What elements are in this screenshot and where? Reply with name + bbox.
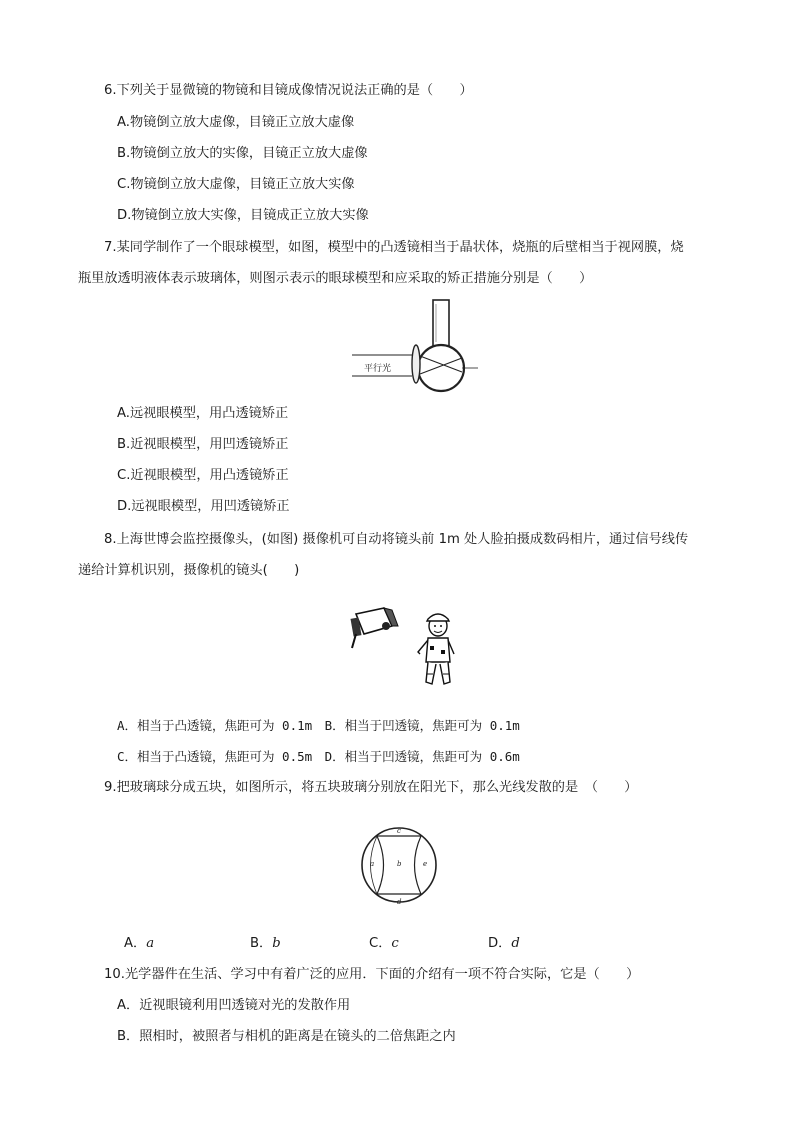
q8-options-row1: A．相当于凸透镜，焦距可为 0.1m B．相当于凹透镜，焦距可为 0.1m (117, 718, 520, 733)
glass-piece-label-b: b (397, 860, 402, 868)
q10-option-b: B．照相时，被照者与相机的距离是在镜头的二倍焦距之内 (117, 1029, 456, 1044)
q9-option-c-letter: C． (369, 936, 392, 951)
q9-option-c-value: c (391, 936, 399, 951)
glass-piece-label-d: d (397, 898, 402, 906)
q9-option-d-value: d (511, 936, 520, 951)
q9-option-c (369, 935, 399, 953)
q7-stem-line2: 瓶里放透明液体表示玻璃体，则图示表示的眼球模型和应采取的矫正措施分别是（ ） (78, 271, 593, 286)
q9-option-d (488, 935, 520, 953)
q6-option-b: B.物镜倒立放大的实像，目镜正立放大虚像 (117, 146, 368, 161)
q6-stem: 6.下列关于显微镜的物镜和目镜成像情况说法正确的是（ ） (104, 83, 473, 98)
person-figure (418, 614, 454, 684)
q7-option-b: B.近视眼模型，用凹透镜矫正 (117, 437, 289, 452)
q6-option-d: D.物镜倒立放大实像，目镜成正立放大实像 (117, 208, 369, 223)
glass-piece-label-a: a (370, 860, 375, 868)
camera-person-figure (346, 604, 472, 690)
q9-option-a-letter: A． (124, 936, 147, 951)
q9-option-b (250, 935, 281, 953)
q9-option-b-value: b (272, 936, 281, 951)
q6-option-c: C.物镜倒立放大虚像，目镜正立放大实像 (117, 177, 355, 192)
q6-option-a: A.物镜倒立放大虚像，目镜正立放大虚像 (117, 115, 355, 130)
q10-option-a: A．近视眼镜利用凹透镜对光的发散作用 (117, 998, 351, 1013)
eye-model-figure (350, 296, 482, 392)
q8-stem-line2: 递给计算机识别，摄像机的镜头( ) (78, 563, 300, 578)
glass-piece-label-c: c (397, 827, 401, 835)
convex-lens (412, 345, 420, 383)
q7-option-d: D.远视眼模型，用凹透镜矫正 (117, 499, 290, 514)
flask-neck (433, 300, 449, 346)
q9-option-b-letter: B． (250, 936, 273, 951)
surveillance-camera-icon (350, 608, 398, 648)
glass-piece-label-e: e (423, 860, 428, 868)
q8-stem-line1: 8.上海世博会监控摄像头，(如图) 摄像机可自动将镜头前 1m 处人脸拍摄成数码相片，通过信号线传 (104, 532, 689, 547)
q10-stem: 10.光学器件在生活、学习中有着广泛的应用．下面的介绍有一项不符合实际，它是（ ） (104, 967, 640, 982)
q9-option-a (124, 935, 154, 953)
q8-options-row2: C．相当于凸透镜，焦距可为 0.5m D．相当于凹透镜，焦距可为 0.6m (117, 749, 520, 764)
q9-stem: 9.把玻璃球分成五块，如图所示，将五块玻璃分别放在阳光下，那么光线发散的是 （ ） (104, 780, 638, 795)
q9-option-d-letter: D． (488, 936, 512, 951)
glass-ball-figure (360, 818, 438, 910)
q7-option-c: C.近视眼模型，用凸透镜矫正 (117, 468, 289, 483)
flask-sphere (418, 345, 464, 391)
q7-stem-line1: 7.某同学制作了一个眼球模型，如图，模型中的凸透镜相当于晶状体，烧瓶的后壁相当于视网膜，烧 (104, 240, 684, 255)
q7-option-a: A.远视眼模型，用凸透镜矫正 (117, 406, 289, 421)
q9-option-a-value: a (146, 936, 155, 951)
parallel-light-label: 平行光 (364, 364, 392, 374)
